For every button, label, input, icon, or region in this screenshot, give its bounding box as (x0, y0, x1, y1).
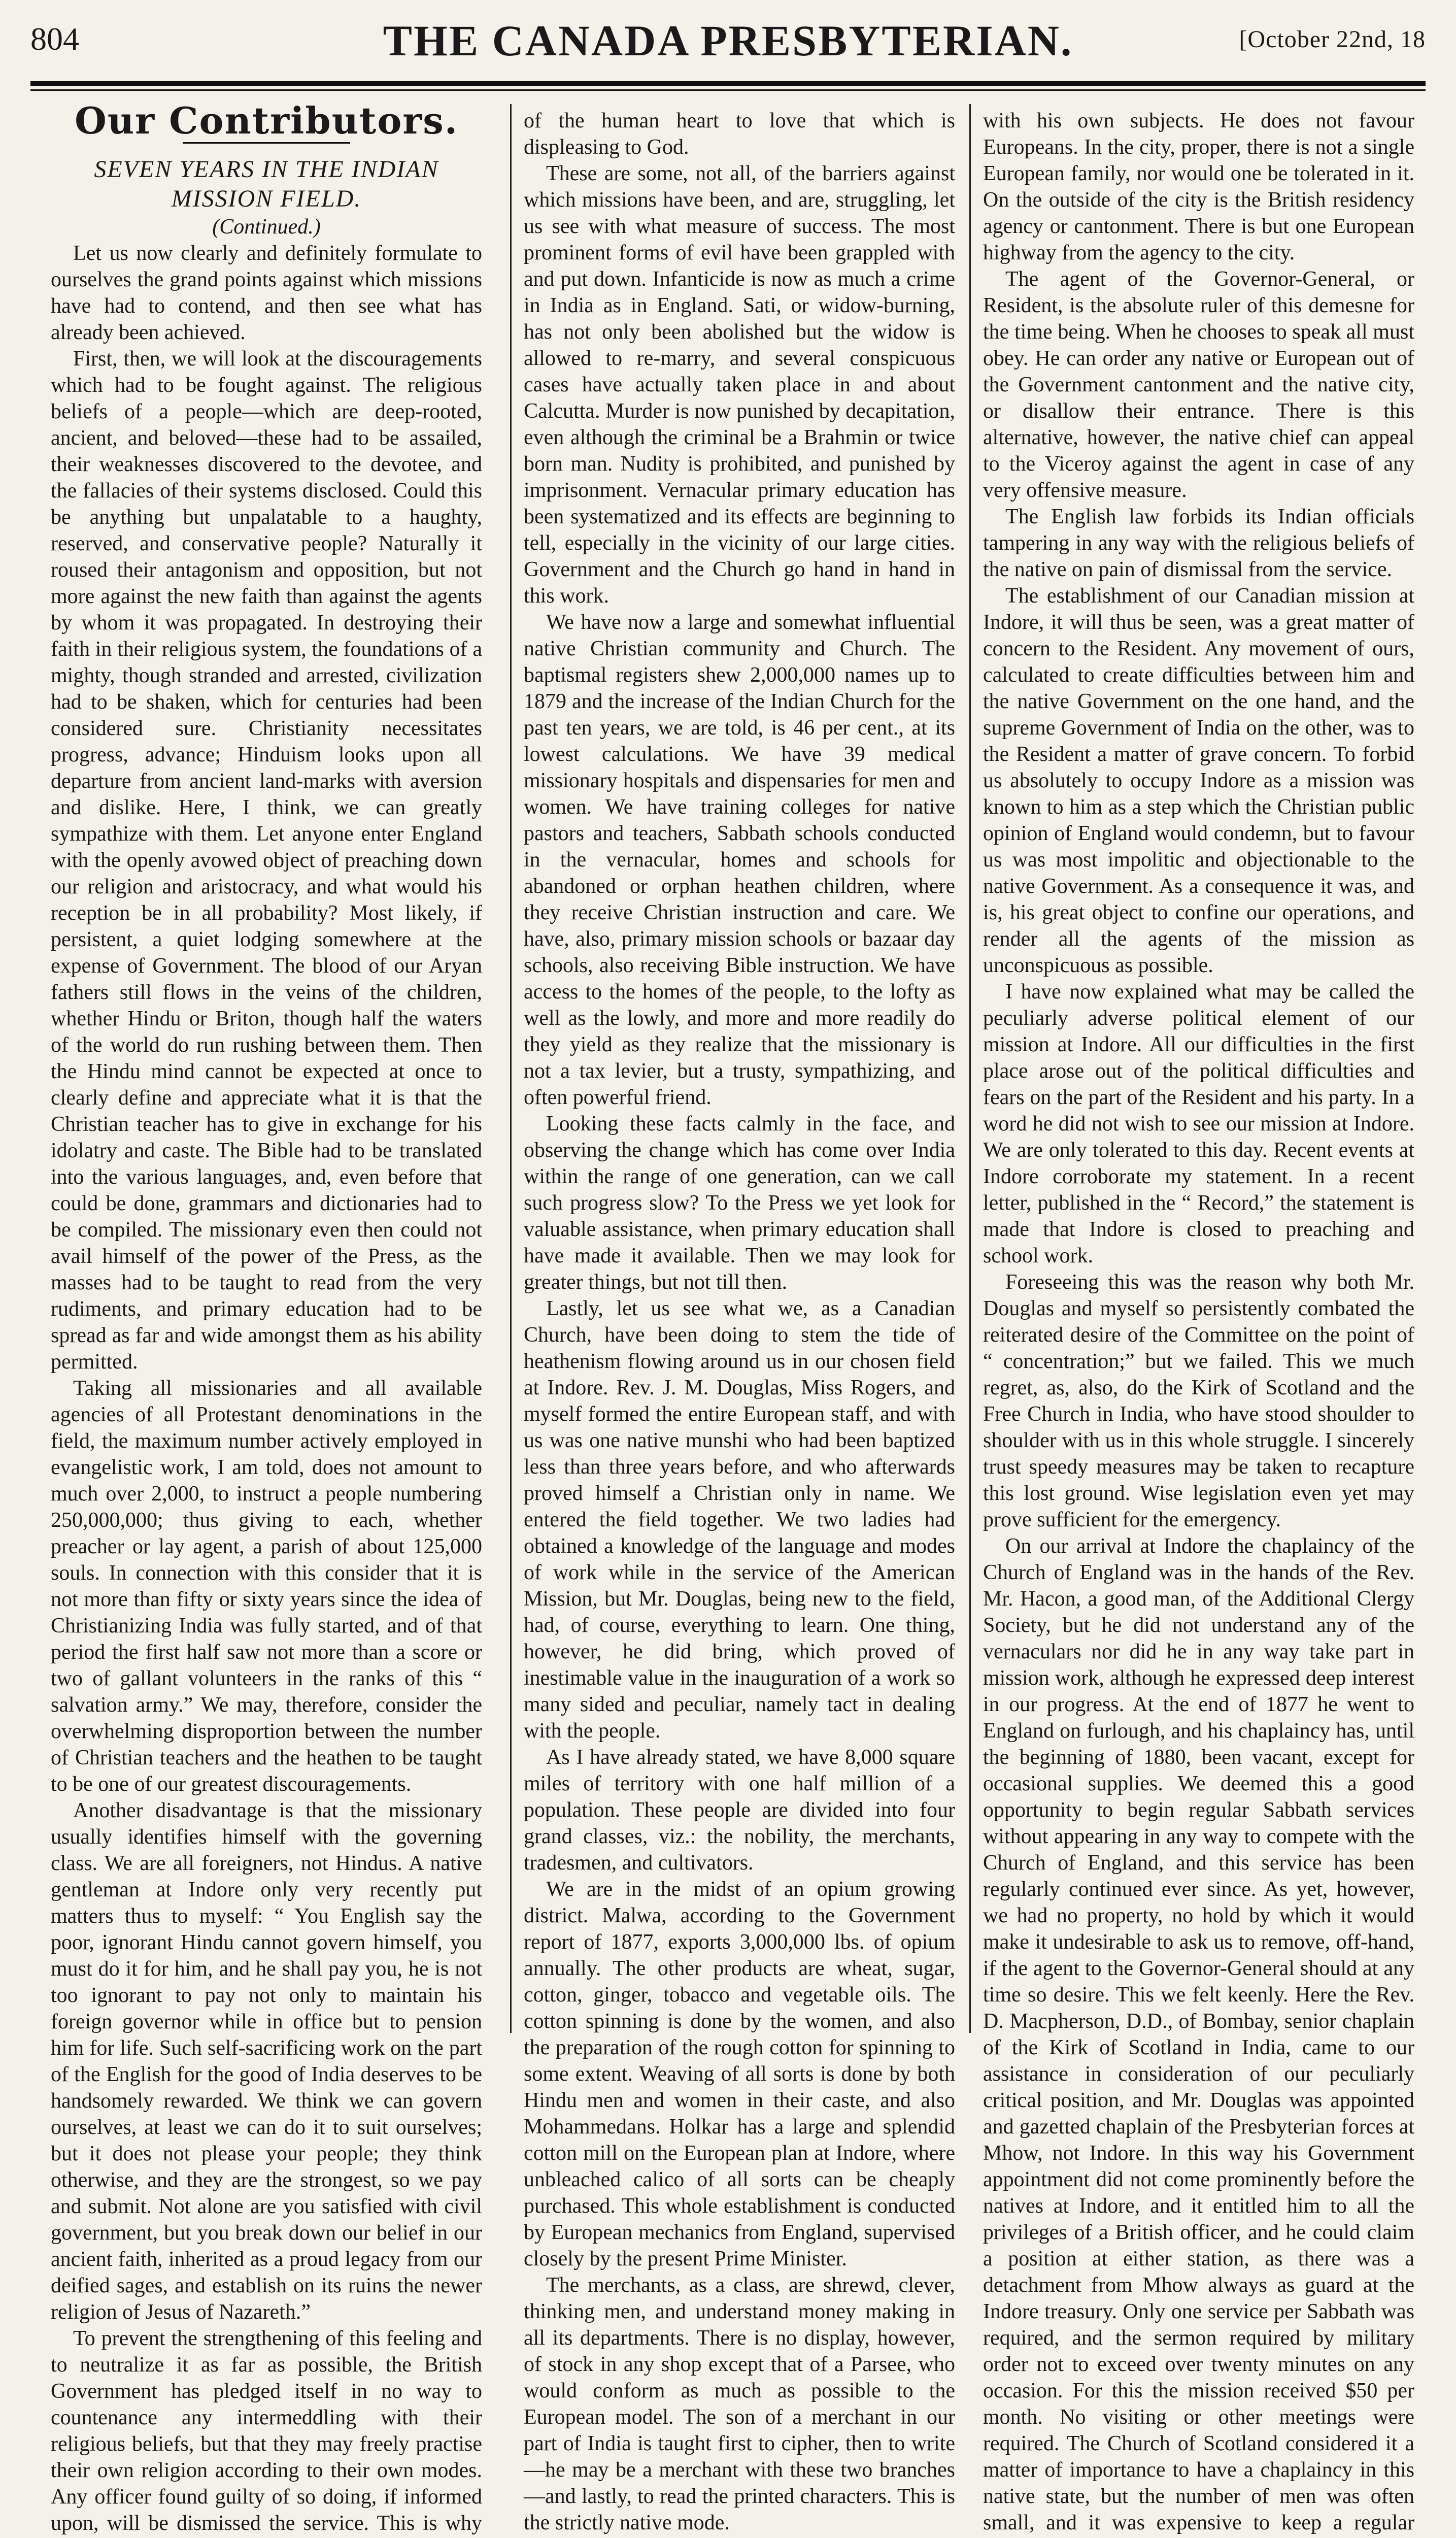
paragraph: On our arrival at Indore the chaplaincy of the Church of England was in the hands of the Rev. Mr. Hacon, a good man, of the Additional Clergy Society, but he did not understand any of the vernaculars nor did he in any way take part in mission work, although he expressed deep interest in our progress. At the end of 1877 he went to England on furlough, and his chaplaincy has, until the beginning of 1880, been vacant, except for occasional supplies. We deemed this a good opportunity to begin regular Sabbath services without appearing in any way to compete with the Church of England, and this service has been regularly continued ever since. As yet, however, we had no property, no hold by which it would make it undesirable to ask us to remove, off-hand, if the agent to the Governor-General should at any time so desire. This we felt keenly. Here the Rev. D. Macpherson, D.D., of Bombay, senior chaplain of the Kirk of Scotland in India, came to our assistance in consideration of our peculiarly critical position, and Mr. Douglas was appointed and gazetted chaplain of the Presbyterian forces at Mhow, not Indore. In this way his Government appointment did not come prominently before the natives at Indore, and it entitled him to all the privileges of a British officer, and he could claim a position at either station, as there was a detachment from Mhow always as guard at the Indore treasury. Only one service per Sabbath was required, and the sermon required by military order not to exceed over twenty minutes on any occasion. For this the mission received $50 per month. No visiting or other meetings were required. The Church of Scotland considered it a matter of importance to have a chaplaincy in this native state, but the number of men was often small, and it was expensive to keep a regular (983, 1534, 1414, 2534)
paragraph: We have now a large and somewhat influential native Christian community and Church. The baptismal registers shew 2,000,000 names up to 1879 and the increase of the Indian Church for the past ten years, we are told, is 46 per cent., at its lowest calculations. We have 39 medical missionary hospitals and dispensaries for men and women. We have training colleges for native pastors and teachers, Sabbath schools conducted in the vernacular, homes and schools for abandoned or orphan heathen children, where they receive Christian instruction and care. We have, also, primary mission schools or bazaar day schools, also receiving Bible instruction. We have access to the homes of the people, to the lofty as well as the lowly, and more and more readily do they yield as they realize that the missionary is not a tax levier, but a trusty, sympathizing, and often powerful friend. (524, 611, 955, 1109)
paragraph: Lastly, let us see what we, as a Canadian Church, have been doing to stem the tide of heathenism flowing around us in our chosen field at Indore. Rev. J. M. Douglas, Miss Rogers, and myself formed the entire European staff, and with us was one native munshi who had been baptized less than three years before, and who afterwards proved himself a Christian only in name. We entered the field together. We two ladies had obtained a knowledge of the language and modes of work while in the service of the American Mission, but Mr. Douglas, being new to the field, had, of course, everything to learn. One thing, however, he did bring, which proved of inestimable value in the inauguration of a work so many sided and peculiar, namely tact in dealing with the people. (524, 1297, 955, 1743)
page-number: 804 (30, 21, 79, 57)
paragraph: Taking all missionaries and all available agencies of all Protestant denominations in the field, the maximum number actively employed in evangelistic work, I am told, does not amount to much over 2,000, to instruct a people numbering 250,000,000; thus giving to each, whether preacher or lay agent, a parish of about 125,000 souls. In connection with this consider that it is not more than fifty or sixty years since the idea of Christianizing India was fully started, and of that period the first half saw not more than a score or two of gallant volunteers in the ranks of this “ salvation army.” We may, therefore, consider the overwhelming disproportion between the number of Christian teachers and the heathen to be taught to be one of our greatest discouragements. (51, 1377, 482, 1796)
paragraph: I have now explained what may be called the peculiarly adverse political element of our mission at Indore. All our difficulties in the first place arose out of the political difficulties and fears on the part of the Resident and his party. In a word he did not wish to see our mission at Indore. We are only tolerated to this day. Recent events at Indore corroborate my statement. In a recent letter, published in the “ Record,” the statement is made that Indore is closed to preaching and school work. (983, 980, 1414, 1267)
paragraph: Looking these facts calmly in the face, and observing the change which has come over India within the range of one generation, can we call such progress slow? To the Press we yet look for valuable assistance, when primary education shall have made it available. Then we may look for greater things, but not till then. (524, 1112, 955, 1294)
paragraph: To prevent the strengthening of this feeling and to neutralize it as far as possible, the British Government has pledged itself in no way to countenance any intermeddling with their religious beliefs, but that they may freely practise their own religion according to their own modes. Any officer found guilty of so doing, if informed upon, will be dismissed the service. This is why (51, 2327, 482, 2535)
section-heading: Our Contributors. (75, 99, 458, 142)
paragraph: The merchants, as a class, are shrewd, clever, thinking men, and understand money making in all its departments. There is no display, however, of stock in any shop except that of a Parsee, who would conform as much as possible to the European model. The son of a merchant in our part of India is taught first to cipher, then to write—he may be a merchant with these two branches—and lastly, to read the printed characters. This is the strictly native mode. (524, 2274, 955, 2534)
paragraph: with his own subjects. He does not favour Europeans. In the city, proper, there is not a single European family, nor would one be tolerated in it. On the outside of the city is the British residency agency or cantonment. There is but one European highway from the agency to the city. (983, 109, 1414, 264)
paragraph: Another disadvantage is that the missionary usually identifies himself with the governing class. We are all foreigners, not Hindus. A native gentleman at Indore only very recently put matters thus to myself: “ You English say the poor, ignorant Hindu cannot govern himself, you must do it for him, and he shall pay you, he is not too ignorant to pay not only to maintain his foreign governor while in office but to pension him for life. Such self-sacrificing work on the part of the English for the good of India deserves to be handsomely rewarded. We think we can govern ourselves, at least we can do it to suit ourselves; but it does not please your people; they think otherwise, and they are the strongest, so we pay and submit. Not alone are you satisfied with civil government, but you break down our belief in our ancient faith, inherited as a proud legacy from our deified sages, and establish on its ruins the newer religion of Jesus of Nazareth.” (51, 1799, 482, 2324)
paragraph: First, then, we will look at the discouragements which had to be fought against. The religious beliefs of a people—which are deep-rooted, ancient, and beloved—these had to be assailed, their weaknesses discovered to the devotee, and the fallacies of their systems disclosed. Could this be anything but unpalatable to a haughty, reserved, and conservative people? Naturally it roused their antagonism and opposition, but not more against the new faith than against the agents by whom it was propagated. In destroying their faith in their religious system, the foundations of a mighty, though stranded and arrested, civilization had to be shaken, which for centuries had been considered sure. Christianity necessitates progress, advance; Hinduism looks upon all departure from ancient land-marks with aversion and dislike. Here, I think, we can greatly sympathize with them. Let anyone enter England with the openly avowed object of preaching down our religion and aristocracy, and what would his reception be in all probability? Most likely, if persistent, a quiet lodging somewhere at the expense of Government. The blood of our Aryan fathers still flows in the veins of the children, whether Hindu or Briton, though half the waters of the world do run rushing between them. Then the Hindu mind cannot be expected at once to clearly define and appreciate what it is that the Christian teacher has to give in exchange for his idolatry and caste. The Bible had to be translated into the various languages, and, even before that could be done, grammars and dictionaries had to be compiled. The missionary even then could not avail himself of the power of the Press, as the masses had to be taught to read from the very rudiments, and primary education had to be spread as far and wide amongst them as his ability permitted. (51, 347, 482, 1374)
paragraph: As I have already stated, we have 8,000 square miles of territory with one half million of a population. These people are divided into four grand classes, viz.: the nobility, the merchants, tradesmen, and cultivators. (524, 1746, 955, 1875)
column-divider-1 (510, 104, 512, 2033)
paragraph: Foreseeing this was the reason why both Mr. Douglas and myself so persistently combated the reiterated desire of the Committee on the point of “ concentration;” but we failed. This we much regret, as, also, do the Kirk of Scotland and the Free Church in India, who have stood shoulder to shoulder with us in this whole struggle. I sincerely trust speedy measures may be taken to recapture this lost ground. Wise legislation even yet may prove sufficient for the emergency. (983, 1271, 1414, 1531)
article-title: SEVEN YEARS IN THE INDIAN MISSION FIELD. (94, 156, 439, 212)
masthead-rule-thick (30, 81, 1426, 86)
column-1 (51, 99, 482, 2535)
paragraph: of the human heart to love that which is displeasing to God. (524, 109, 955, 159)
column-3 (983, 108, 1414, 2534)
heading-rule (183, 142, 350, 144)
paragraph: The establishment of our Canadian mission at Indore, it will thus be seen, was a great matter of concern to the Resident. Any movement of ours, calculated to create difficulties between him and the native Government on the one hand, and the supreme Government of India on the other, was to the Resident a matter of grave concern. To forbid us absolutely to occupy Indore as a mission was known to him as a step which the Christian public opinion of England would condemn, but to favour us was most impolitic and objectionable to the native Government. As a consequence it was, and is, his great object to confine our operations, and render all the agents of the mission as unconspicuous as possible. (983, 584, 1414, 977)
paragraph: Let us now clearly and definitely formulate to ourselves the grand points against which missions have had to contend, and then see what has already been achieved. (51, 242, 482, 344)
paragraph: These are some, not all, of the barriers against which missions have been, and are, struggling, let us see with what measure of success. The most prominent forms of evil have been grappled with and put down. Infanticide is now as much a crime in India as in England. Sati, or widow-burning, has not only been abolished but the widow is allowed to re-marry, and several conspicuous cases have actually taken place in and about Calcutta. Murder is now punished by decapitation, even although the criminal be a Brahmin or twice born man. Nudity is prohibited, and punished by imprisonment. Vernacular primary education has been systematized and its effects are beginning to tell, especially in the vicinity of our large cities. Government and the Church go hand in hand in this work. (524, 162, 955, 608)
issue-date: [October 22nd, 18 (1239, 26, 1426, 53)
paragraph: We are in the midst of an opium growing district. Malwa, according to the Government report of 1877, exports 3,000,000 lbs. of opium annually. The other products are wheat, sugar, cotton, ginger, tobacco and vegetable oils. The cotton spinning is done by the women, and also the preparation of the rough cotton for spinning to some extent. Weaving of all sorts is done by both Hindu men and women in their caste, and also Mohammedans. Holkar has a large and splendid cotton mill on the European plan at Indore, where unbleached calico of all sorts can be cheaply purchased. This whole establishment is conducted by European mechanics from England, supervised closely by the present Prime Minister. (524, 1878, 955, 2270)
masthead-rule-thin (30, 89, 1426, 91)
continued-note: (Continued.) (212, 215, 321, 239)
paragraph: The agent of the Governor-General, or Resident, is the absolute ruler of this demesne for the time being. When he chooses to speak all must obey. He can order any native or European out of the Government cantonment and the native city, or disallow their entrance. There is this alternative, however, the native chief can appeal to the Viceroy against the agent in case of any very offensive measure. (983, 268, 1414, 502)
paragraph (524, 2536, 955, 2538)
column-divider-2 (969, 104, 971, 2033)
newspaper-title: THE CANADA PRESBYTERIAN. (383, 16, 1073, 65)
masthead (30, 0, 1426, 76)
paragraph: The English law forbids its Indian officials tampering in any way with the religious beliefs of the native on pain of dismissal from the service. (983, 505, 1414, 581)
column-2 (524, 108, 955, 2534)
